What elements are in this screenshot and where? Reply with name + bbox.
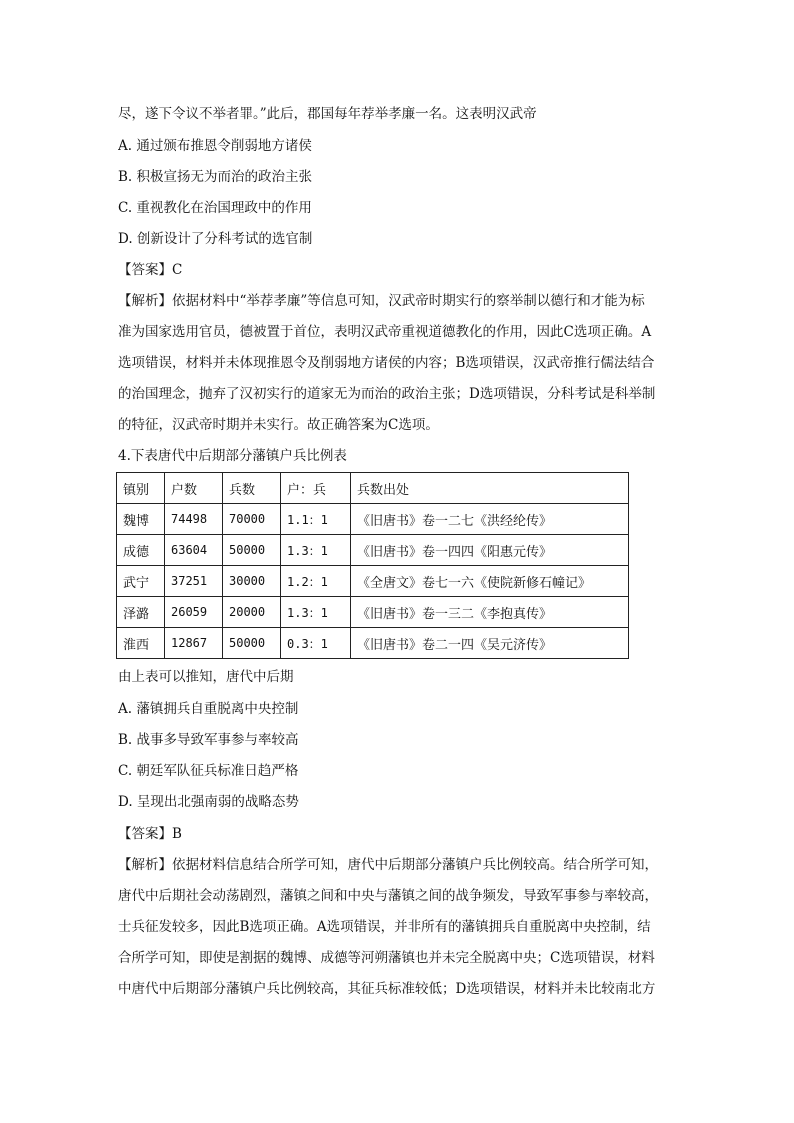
table-cell: 0.3：1 [281,628,351,659]
table-row [117,628,629,659]
table-header-cell: 户：兵 [281,473,351,504]
table-cell: 《旧唐书》卷二一四《吴元济传》 [351,628,629,659]
q4-analysis-line: 唐代中后期社会动荡剧烈，藩镇之间和中央与藩镇之间的战争频发，导致军事参与率较高， [118,888,658,904]
q4-stem-after: 由上表可以推知，唐代中后期 [118,669,294,685]
table-header-cell: 兵数 [223,473,281,504]
table-row [117,597,629,628]
table-cell: 12867 [165,628,223,659]
table-cell: 50000 [223,628,281,659]
table-cell: 63604 [165,535,223,566]
q4-option-c: C. 朝廷军队征兵标准日趋严格 [118,763,299,779]
q4-analysis-line: 合所学可知，即使是割据的魏博、成德等河朔藩镇也并未完全脱离中央；C选项错误，材料 [118,950,655,966]
table-cell: 《旧唐书》卷一四四《阳惠元传》 [351,535,629,566]
q3-analysis-line: 的特征，汉武帝时期并未实行。故正确答案为C选项。 [118,417,439,433]
table-cell: 30000 [223,566,281,597]
table-cell: 74498 [165,504,223,535]
table-cell: 37251 [165,566,223,597]
table-cell: 成德 [117,535,165,566]
table-cell: 《旧唐书》卷一二七《洪经纶传》 [351,504,629,535]
q3-analysis-line: 【解析】依据材料中“举荐孝廉”等信息可知，汉武帝时期实行的察举制以德行和才能为标 [118,293,645,309]
table-cell: 50000 [223,535,281,566]
q3-analysis-line: 的治国理念，抛弃了汉初实行的道家无为而治的政治主张；D选项错误，分科考试是科举制 [118,386,656,402]
q4-title: 4.下表唐代中后期部分藩镇户兵比例表 [118,448,347,464]
table-cell: 70000 [223,504,281,535]
table-header-cell: 镇别 [117,473,165,504]
q4-analysis-line: 【解析】依据材料信息结合所学可知，唐代中后期部分藩镇户兵比例较高。结合所学可知， [118,857,658,873]
q3-option-a: A. 通过颁布推恩令削弱地方诸侯 [118,138,312,154]
table-cell: 魏博 [117,504,165,535]
table-header-cell: 兵数出处 [351,473,629,504]
table-cell: 1.3：1 [281,535,351,566]
table-row [117,566,629,597]
table-header-row [117,473,629,504]
table-cell: 1.3：1 [281,597,351,628]
table-cell: 20000 [223,597,281,628]
table-row [117,504,629,535]
table-cell: 淮西 [117,628,165,659]
q4-analysis-line: 士兵征发较多，因此B选项正确。A选项错误，并非所有的藩镇拥兵自重脱离中央控制，结 [118,919,651,935]
q4-option-b: B. 战事多导致军事参与率较高 [118,732,299,748]
q3-option-d: D. 创新设计了分科考试的选官制 [118,231,313,247]
q3-stem-tail: 尽，遂下令议不举者罪。”此后，郡国每年荐举孝廉一名。这表明汉武帝 [118,106,537,122]
q3-answer: 【答案】C [118,262,183,278]
q3-option-c: C. 重视教化在治国理政中的作用 [118,200,312,216]
q3-option-b: B. 积极宣扬无为而治的政治主张 [118,169,313,185]
table-cell: 26059 [165,597,223,628]
table-cell: 《全唐文》卷七一六《使院新修石幢记》 [351,566,629,597]
q4-option-a: A. 藩镇拥兵自重脱离中央控制 [118,701,299,717]
q4-answer: 【答案】B [118,826,182,842]
table-header-cell: 户数 [165,473,223,504]
q3-analysis-line: 准为国家选用官员，德被置于首位，表明汉武帝重视道德教化的作用，因此C选项正确。A [118,324,652,340]
table-cell: 《旧唐书》卷一三二《李抱真传》 [351,597,629,628]
household-soldier-table [116,472,629,659]
table-cell: 1.2：1 [281,566,351,597]
table-cell: 武宁 [117,566,165,597]
q4-option-d: D. 呈现出北强南弱的战略态势 [118,794,299,810]
table-cell: 1.1：1 [281,504,351,535]
q4-analysis-line: 中唐代中后期部分藩镇户兵比例较高，其征兵标准较低；D选项错误，材料并未比较南北方 [118,981,656,997]
q3-analysis-line: 选项错误，材料并未体现推恩令及削弱地方诸侯的内容；B选项错误，汉武帝推行儒法结合 [118,355,655,371]
table-cell: 泽潞 [117,597,165,628]
table-row [117,535,629,566]
